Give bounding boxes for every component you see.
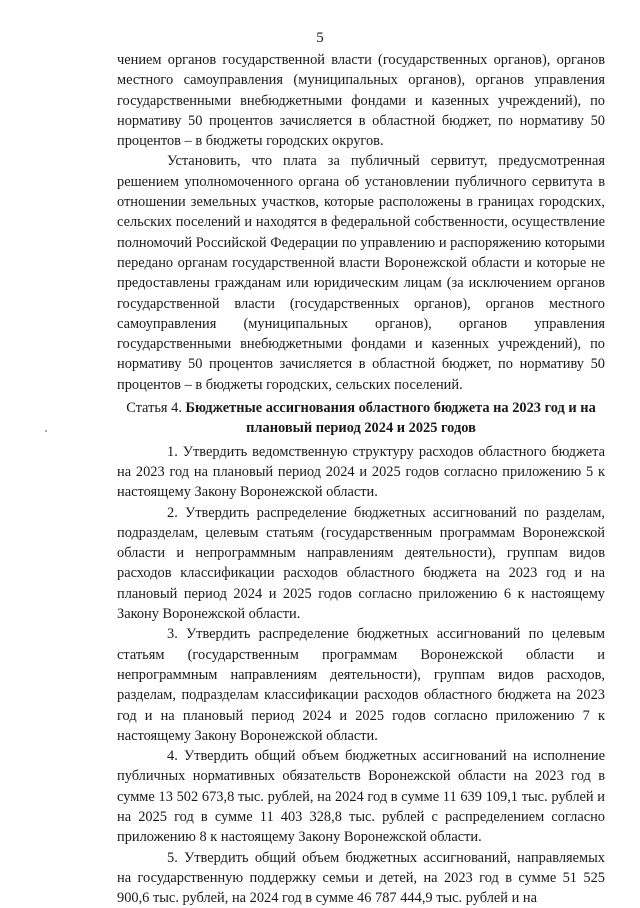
article-item-2: 2. Утвердить распределение бюджетных ассигнований по разделам, подразделам, целевым статьям (государственным программам Воронежской области и непрограммным направлениям деятельности), группам видов расходов классификации расходов областного бюджета на 2023 год и на плановый период 2024 и 2025 годов согласно приложению 6 к настоящему Закону Воронежской области.	[117, 504, 605, 623]
article-heading	[117, 398, 605, 439]
document-body	[117, 50, 605, 908]
article-item-3: 3. Утвердить распределение бюджетных ассигнований по целевым статьям (государственным программам Воронежской области и непрограммным направлениям деятельности), группам видов расходов, разделам, подразделам классификации расходов областного бюджета на 2023 год и на плановый период 2024 и 2025 годов согласно приложению 7 к настоящему Закону Воронежской области.	[117, 626, 605, 744]
article-item-5: 5. Утвердить общий объем бюджетных ассигнований, направляемых на государственную поддержку семьи и детей, на 2023 год в сумме 51 525 900,6 тыс. рублей, на 2024 год в сумме 46 787 444,9 тыс. рублей и на	[117, 849, 605, 907]
scan-speck	[45, 430, 47, 432]
article-title: Бюджетные ассигнования областного бюджета на 2023 год и на плановый период 2024 и 2025 годов	[185, 400, 596, 437]
paragraph-continued: чением органов государственной власти (государственных органов), органов местного самоуправления (муниципальных органов), органов управления государственными внебюджетными фондами и казенных учреждений), по нормативу 50 процентов зачисляется в областной бюджет, по нормативу 50 процентов – в бюджеты городских округов.	[117, 52, 605, 150]
page-number: 5	[316, 30, 324, 46]
article-item-4: 4. Утвердить общий объем бюджетных ассигнований на исполнение публичных нормативных обязательств Воронежской области на 2023 год в сумме 13 502 673,8 тыс. рублей, на 2024 год в сумме 11 639 109,1 тыс. рублей и на 2025 год в сумме 11 403 328,8 тыс. рублей с распределением согласно приложению 8 к настоящему Закону Воронежской области.	[117, 748, 605, 846]
paragraph-public-servitude: Установить, что плата за публичный сервитут, предусмотренная решением уполномоченного органа об установлении публичного сервитута в отношении земельных участков, которые расположены в границах городских, сельских поселений и находятся в федеральной собственности, осуществление полномочий Российской Федерации по управлению и распоряжению которыми передано органам государственной власти Воронежской области и которые не предоставлены гражданам или юридическим лицам (за исключением органов государственной власти (государственных органов), органов местного самоуправления (муниципальных органов), органов управления государственными внебюджетными фондами и казенных учреждений), по нормативу 50 процентов зачисляется в областной бюджет, по нормативу 50 процентов – в бюджеты городских, сельских поселений.	[117, 153, 605, 393]
article-item-1: 1. Утвердить ведомственную структуру расходов областного бюджета на 2023 год на плановый период 2024 и 2025 годов согласно приложению 5 к настоящему Закону Воронежской области.	[117, 443, 605, 501]
article-prefix: Статья 4.	[126, 400, 186, 417]
